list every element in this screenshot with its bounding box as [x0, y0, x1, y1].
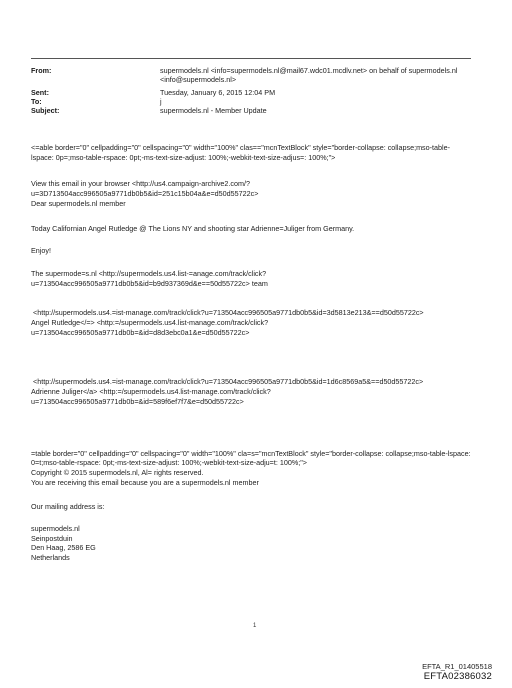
header-rule — [31, 58, 471, 59]
email-header — [31, 66, 471, 115]
to-value: j — [160, 97, 162, 106]
to-label: To: — [31, 97, 42, 106]
body-paragraph-table-open: <=able border="0" cellpadding="0" cellspacing="0" width="100%" clas=="mcnTextBlock" style="border-collapse: collapse;mso-table-lspace: 0p=;mso-table-rspace: 0pt;-ms-text-size-adjust: 100%;-webkit-text-size-adjus=: 100%;"> — [31, 143, 451, 162]
body-paragraph-team: The supermode=s.nl <http://supermodels.us4.list-=anage.com/track/click?u=713504acc996505a9771db0b5&id=b9d937369d&e==50d55722c> team — [31, 268, 268, 288]
from-row — [31, 66, 471, 88]
body-paragraph-copyright: =table border="0" cellpadding="0" cellspacing="0" width="100%" cla=s="mcnTextBlock" style="border-collapse: collapse;mso-table-lspace: 0=t;mso-table-rspace: 0pt;-ms-text-size-adjust: 100%;-webkit-text-size-adju=t: 100%;"> Copyright © 2015 supermodels.nl, Al= rights reserved. You are receiving this email because you are a supermodels.nl member — [31, 448, 471, 487]
subject-label: Subject: — [31, 106, 60, 115]
body-paragraph-intro: Today Californian Angel Rutledge @ The Lions NY and shooting star Adrienne=Juliger from Germany. — [31, 223, 355, 233]
reference-number-2: EFTA02386032 — [423, 671, 492, 682]
body-paragraph-address: supermodels.nl Seinpostduin Den Haag, 2586 EG Netherlands — [31, 524, 96, 563]
body-paragraph-adrienne-juliger: <http://supermodels.us4.=ist-manage.com/track/click?u=713504acc996505a9771db0b5&id=1d6c8569a5&==d50d55722c> Adrienne Juliger</a> <http:=/supermodels.us4.list-manage.com/track/click?u=713504acc996505a9771db0b=&id=589f6ef7f7&e=d50d55722c> — [31, 377, 424, 406]
page-number: 1 — [253, 623, 257, 629]
body-paragraph-view-in-browser: View this email in your browser <http://us4.campaign-archive2.com/?u=3D713504acc996505a9771db0b5&id=251c15b04a&e=d50d55722c> Dear supermodels.nl member — [31, 179, 259, 208]
email-body — [31, 143, 471, 563]
subject-row — [31, 106, 471, 115]
subject-value: supermodels.nl - Member Update — [160, 106, 267, 115]
to-row — [31, 97, 471, 106]
sent-row — [31, 88, 471, 97]
body-paragraph-mailing-label: Our mailing address is: — [31, 502, 105, 512]
reference-number-1: EFTA_R1_01405518 — [422, 662, 492, 671]
from-value: supermodels.nl <info=supermodels.nl@mail67.wdc01.mcdlv.net> on behalf of supermodels.nl <info@supermodels.nl> — [160, 66, 458, 84]
from-label: From: — [31, 66, 52, 75]
sent-label: Sent: — [31, 88, 49, 97]
sent-value: Tuesday, January 6, 2015 12:04 PM — [160, 88, 276, 97]
body-paragraph-angel-rutledge: <http://supermodels.us4.=ist-manage.com/track/click?u=713504acc996505a9771db0b5&id=3d5813e213&==d50d55722c> Angel Rutledge</=> <http:=/supermodels.us4.list-manage.com/track/click?u=713504acc996505a9771db0b=&id=d8d3ebc0a1&e=d50d55722c> — [31, 308, 424, 337]
body-paragraph-enjoy: Enjoy! — [31, 246, 51, 256]
